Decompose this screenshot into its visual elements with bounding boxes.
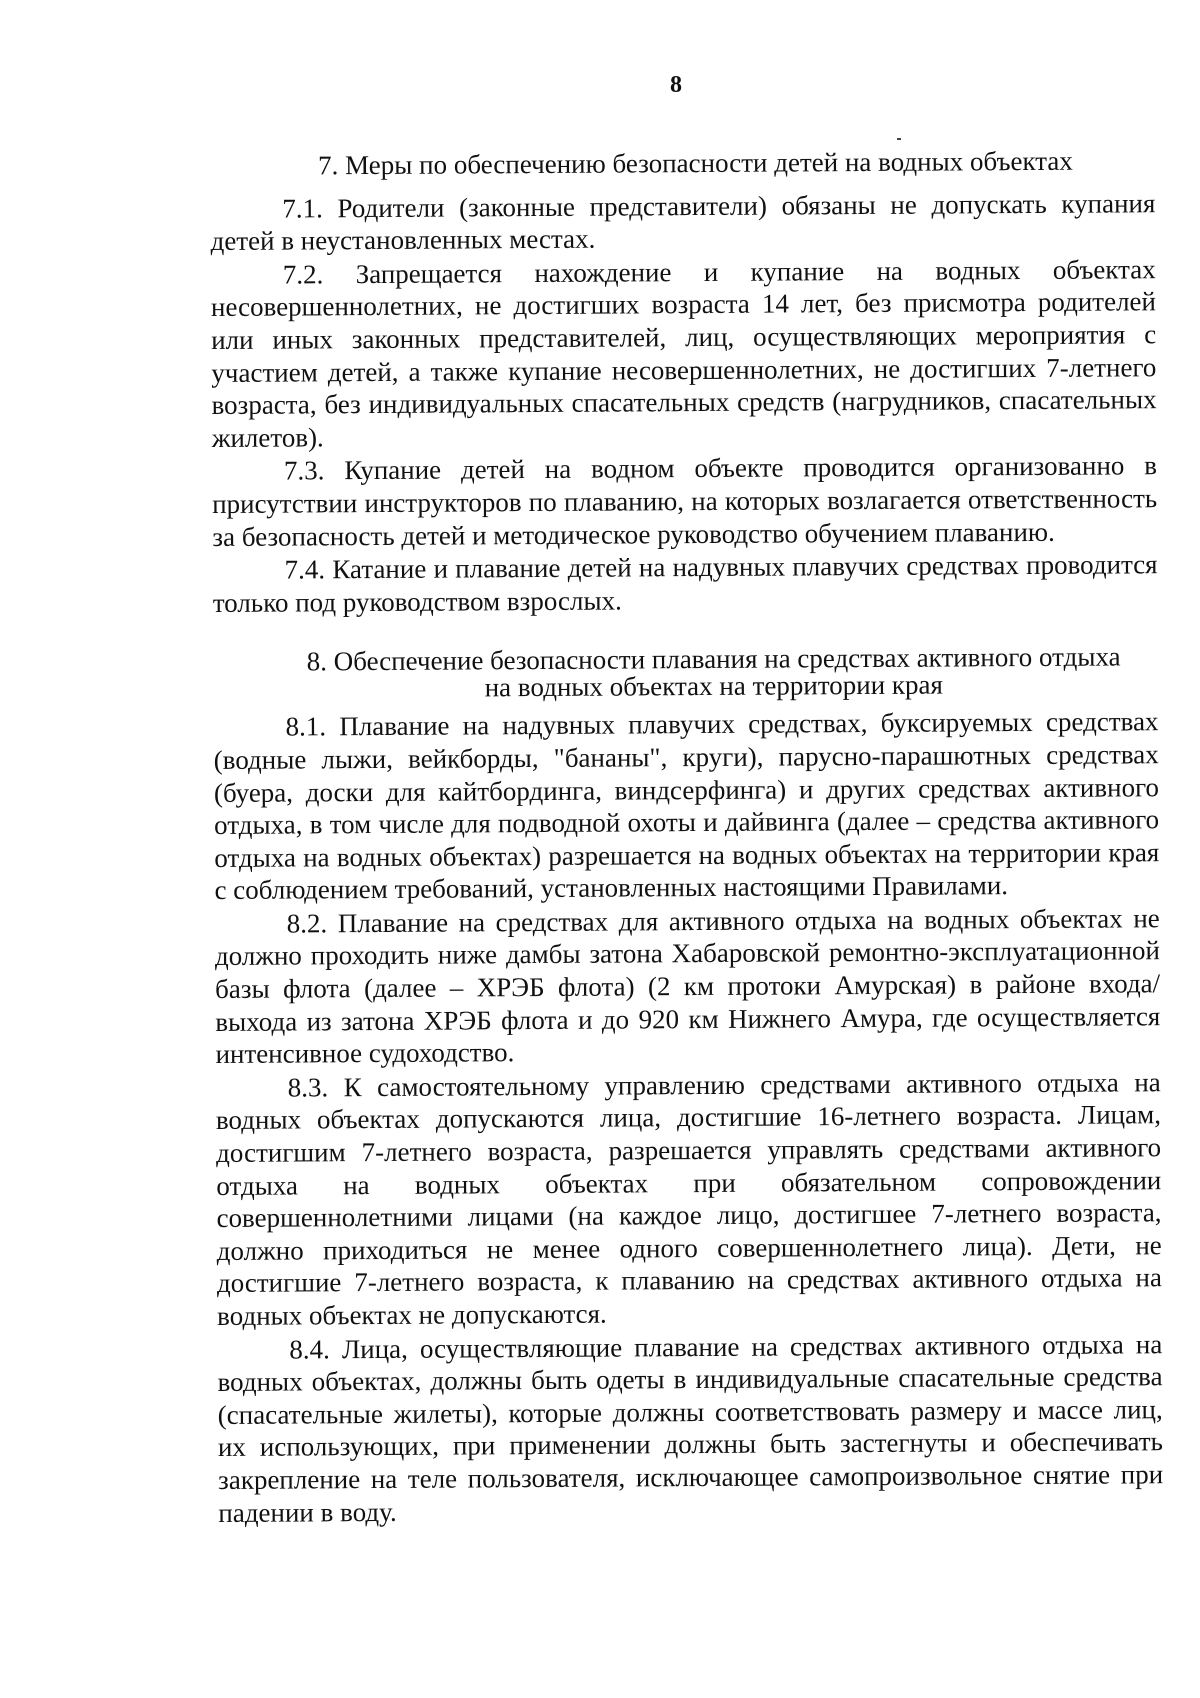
- paragraph-7-4: 7.4. Катание и плавание детей на надувных плавучих средствах проводится только под руководством взрослых.: [212, 549, 1158, 618]
- document-body: [210, 144, 1163, 1529]
- paragraph-8-3: 8.3. К самостоятельному управлению средствами активного отдыха на водных объектах допускаются лица, достигшие 16-летнего возраста. Лицам, достигшим 7-летнего возраста, разрешается управлять средствами активного отдыха на водных объектах при обязательном сопровождении совершеннолетними лицами (на каждое лицо, достигшее 7-летнего возраста, должно приходиться не менее одного совершеннолетнего лица). Дети, не достигшие 7-летнего возраста, к плаванию на средствах активного отдыха на водных объектах не допускаются.: [215, 1067, 1162, 1331]
- paragraph-7-2: 7.2. Запрещается нахождение и купание на водных объектах несовершеннолетних, не достигших возраста 14 лет, без присмотра родителей или иных законных представителей, лиц, осуществляющих мероприятия с участием детей, а также купание несовершеннолетних, не достигших 7-летнего возраста, без индивидуальных спасательных средств (нагрудников, спасательных жилетов).: [210, 254, 1157, 453]
- section-8-heading-line-1: 8. Обеспечение безопасности плавания на средствах активного отдыха: [306, 641, 1121, 677]
- paragraph-8-4: 8.4. Лица, осуществляющие плавание на средствах активного отдыха на водных объектах, должны быть одеты в индивидуальные спасательные средства (спасательные жилеты), которые должны соответствовать размеру и массе лиц, их использующих, при применении должны быть застегнуты и обеспечивать закрепление на теле пользователя, исключающее самопроизвольное снятие при падении в воду.: [217, 1328, 1164, 1528]
- section-7-heading: 7. Меры по обеспечению безопасности детей на водных объектах: [318, 145, 1073, 181]
- paragraph-7-3: 7.3. Купание детей на водном объекте проводится организованно в присутствии инструкторов по плаванию, на которых возлагается ответственность за безопасность детей и методическое руководство обучением плаванию.: [212, 450, 1158, 552]
- paragraph-7-1: 7.1. Родители (законные представители) обязаны не допускать купания детей в неустановленных местах.: [210, 187, 1156, 257]
- page-number: 8: [670, 72, 682, 98]
- scan-speck: [897, 138, 901, 140]
- paragraph-8-1: 8.1. Плавание на надувных плавучих средствах, буксируемых средствах (водные лыжи, вейкборды, "бананы", круги), парусно-парашютных средствах (буера, доски для кайтбординга, виндсерфинга) и других средствах активного отдыха, в том числе для подводной охоты и дайвинга (далее – средства активного отдыха на водных объектах) разрешается на водных объектах на территории края с соблюдением требований, установленных настоящими Правилами.: [213, 706, 1160, 906]
- section-8-heading: [213, 641, 1158, 704]
- section-8-heading-line-2: на водных объектах на территории края: [484, 669, 943, 703]
- paragraph-8-2: 8.2. Плавание на средствах для активного отдыха на водных объектах не должно проходить ниже дамбы затона Хабаровской ремонтно-эксплуатационной базы флота (далее – ХРЭБ флота) (2 км протоки Амурская) в районе входа/выхода из затона ХРЭБ флота и до 920 км Нижнего Амура, где осуществляется интенсивное судоходство.: [214, 903, 1161, 1070]
